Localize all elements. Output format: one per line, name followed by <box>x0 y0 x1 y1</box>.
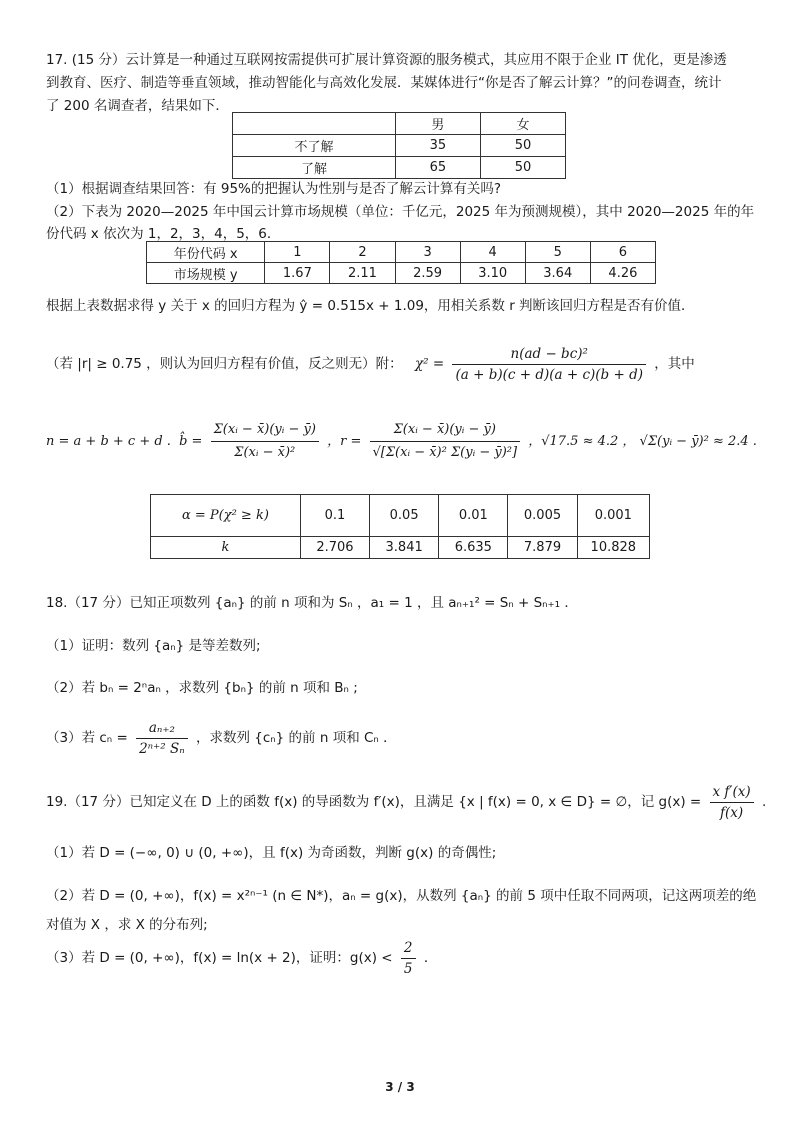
alpha-cell: 0.05 <box>370 495 439 537</box>
chi-critical-table <box>150 494 650 559</box>
market-cell: 2.59 <box>395 263 460 284</box>
two-fifths-denominator: 5 <box>403 960 413 977</box>
q19-part-3-pre: （3）若 D = (0, +∞)，f(x) = ln(x + 2)，证明：g(x) < <box>46 950 393 966</box>
market-cell: 2 <box>330 242 395 263</box>
chi-square-line <box>46 342 695 386</box>
market-cell: 1.67 <box>265 263 330 284</box>
survey-row-label: 了解 <box>233 157 396 179</box>
q17-part-2a: （2）下表为 2020—2025 年中国云计算市场规模（单位：千亿元，2025 年为预测规模），其中 2020—2025 年的年 <box>46 204 755 220</box>
approx-sqrt-17-5: ，√17.5 ≈ 4.2 ， <box>528 434 636 449</box>
alpha-cell: 0.1 <box>300 495 369 537</box>
q19-part-2a: （2）若 D = (0, +∞)，f(x) = x²ⁿ⁻¹ (n ∈ N*)，aₙ = g(x)，从数列 {aₙ} 的前 5 项中任取不同两项，记这两项差的绝 <box>46 888 757 904</box>
chi-denominator: (a + b)(c + d)(a + c)(b + d) <box>455 366 643 383</box>
k-cell: 10.828 <box>577 537 649 559</box>
cn-numerator: aₙ₊₂ <box>136 718 188 739</box>
k-cell: 7.879 <box>508 537 577 559</box>
cn-fraction <box>136 718 188 759</box>
survey-header-female: 女 <box>480 113 565 135</box>
bhat-numerator: Σ(xᵢ − x̄)(yᵢ − ȳ) <box>211 419 319 442</box>
cn-denominator: 2ⁿ⁺² Sₙ <box>139 740 185 757</box>
market-cell: 1 <box>265 242 330 263</box>
market-cell: 4.26 <box>590 263 655 284</box>
gx-fraction <box>710 782 754 823</box>
chi-tail: ，其中 <box>654 356 695 372</box>
q17-line-3: 了 200 名调查者，结果如下． <box>46 98 229 114</box>
market-table <box>146 241 656 284</box>
r-fraction <box>370 419 521 464</box>
survey-table <box>232 112 566 179</box>
q18-stem: 18.（17 分）已知正项数列 {aₙ} 的前 n 项和为 Sₙ ，a₁ = 1 ，且 aₙ₊₁² = Sₙ + Sₙ₊₁ ． <box>46 595 578 611</box>
chi-lhs: χ² = <box>414 356 445 372</box>
page-number: 3 / 3 <box>385 1080 415 1094</box>
market-cell: 5 <box>525 242 590 263</box>
survey-row-label: 不了解 <box>233 135 396 157</box>
q18-part-1: （1）证明：数列 {aₙ} 是等差数列; <box>46 638 261 654</box>
market-row-label-code: 年份代码 x <box>147 242 265 263</box>
bhat-lhs: b̂ = <box>179 434 203 449</box>
alpha-cell: 0.01 <box>439 495 508 537</box>
q17-regression-text: 根据上表数据求得 y 关于 x 的回归方程为 ŷ = 0.515x + 1.09，用相关系数 r 判断该回归方程是否有价值． <box>46 298 695 314</box>
alpha-label: α = P(χ² ≥ k) <box>151 495 301 537</box>
survey-header-male: 男 <box>395 113 480 135</box>
gx-numerator: x f′(x) <box>710 782 754 803</box>
k-cell: 3.841 <box>370 537 439 559</box>
q19-part-2b: 对值为 X ，求 X 的分布列; <box>46 917 208 933</box>
r-denominator: √[Σ(xᵢ − x̄)² Σ(yᵢ − ȳ)²] <box>372 445 518 460</box>
market-cell: 3 <box>395 242 460 263</box>
k-label: k <box>151 537 301 559</box>
k-cell: 6.635 <box>439 537 508 559</box>
alpha-cell: 0.005 <box>508 495 577 537</box>
q19-part-3-post: ． <box>423 950 438 966</box>
q17-part-1: （1）根据调查结果回答：有 95%的把握认为性别与是否了解云计算有关吗? <box>46 181 502 197</box>
n-definition: n = a + b + c + d . <box>46 434 171 449</box>
market-cell: 3.64 <box>525 263 590 284</box>
q19-stem <box>46 780 766 824</box>
bhat-denominator: Σ(xᵢ − x̄)² <box>234 445 296 460</box>
note-text: （若 |r| ≥ 0.75 ，则认为回归方程有价值，反之则无）附： <box>46 356 403 372</box>
q19-stem-pre: 19.（17 分）已知定义在 D 上的函数 f(x) 的导函数为 f′(x)，且满足 {x | f(x) = 0, x ∈ D} = ∅，记 g(x) = <box>46 794 702 810</box>
survey-cell: 50 <box>480 135 565 157</box>
market-cell: 3.10 <box>460 263 525 284</box>
q19-stem-post: . <box>761 794 767 810</box>
approx-sqrt-sum: √Σ(yᵢ − ȳ)² ≈ 2.4 . <box>639 434 757 449</box>
gx-denominator: f(x) <box>720 804 744 821</box>
k-cell: 2.706 <box>300 537 369 559</box>
formula-line <box>46 408 757 476</box>
r-lhs: ，r = <box>327 434 362 449</box>
q17-line-2: 到教育、医疗、制造等垂直领域，推动智能化与高效化发展．某媒体进行“你是否了解云计算？”的问卷调查，统计 <box>46 75 722 91</box>
two-fifths-numerator: 2 <box>401 938 416 959</box>
survey-cell: 65 <box>395 157 480 179</box>
q18-part-3 <box>46 716 397 760</box>
market-cell: 2.11 <box>330 263 395 284</box>
bhat-fraction <box>211 419 319 464</box>
q18-part-3-post: ，求数列 {cₙ} 的前 n 项和 Cₙ ． <box>196 730 397 746</box>
q19-part-3 <box>46 936 437 980</box>
q18-part-2: （2）若 bₙ = 2ⁿaₙ ，求数列 {bₙ} 的前 n 项和 Bₙ ; <box>46 680 358 696</box>
q17-part-2b: 份代码 x 依次为 1，2，3，4，5，6． <box>46 226 281 242</box>
q19-part-1: （1）若 D = (−∞, 0) ∪ (0, +∞)，且 f(x) 为奇函数，判断 g(x) 的奇偶性; <box>46 845 497 861</box>
market-cell: 4 <box>460 242 525 263</box>
chi-fraction <box>452 344 646 385</box>
market-cell: 6 <box>590 242 655 263</box>
q18-part-3-pre: （3）若 cₙ = <box>46 730 128 746</box>
two-fifths-fraction <box>401 938 416 979</box>
alpha-cell: 0.001 <box>577 495 649 537</box>
market-row-label-size: 市场规模 y <box>147 263 265 284</box>
q17-line-1: 17. (15 分）云计算是一种通过互联网按需提供可扩展计算资源的服务模式，其应用不限于企业 IT 优化，更是渗透 <box>46 52 727 68</box>
r-numerator: Σ(xᵢ − x̄)(yᵢ − ȳ) <box>370 419 521 442</box>
chi-numerator: n(ad − bc)² <box>452 344 646 365</box>
survey-cell: 35 <box>395 135 480 157</box>
survey-header-blank <box>233 113 396 135</box>
survey-cell: 50 <box>480 157 565 179</box>
